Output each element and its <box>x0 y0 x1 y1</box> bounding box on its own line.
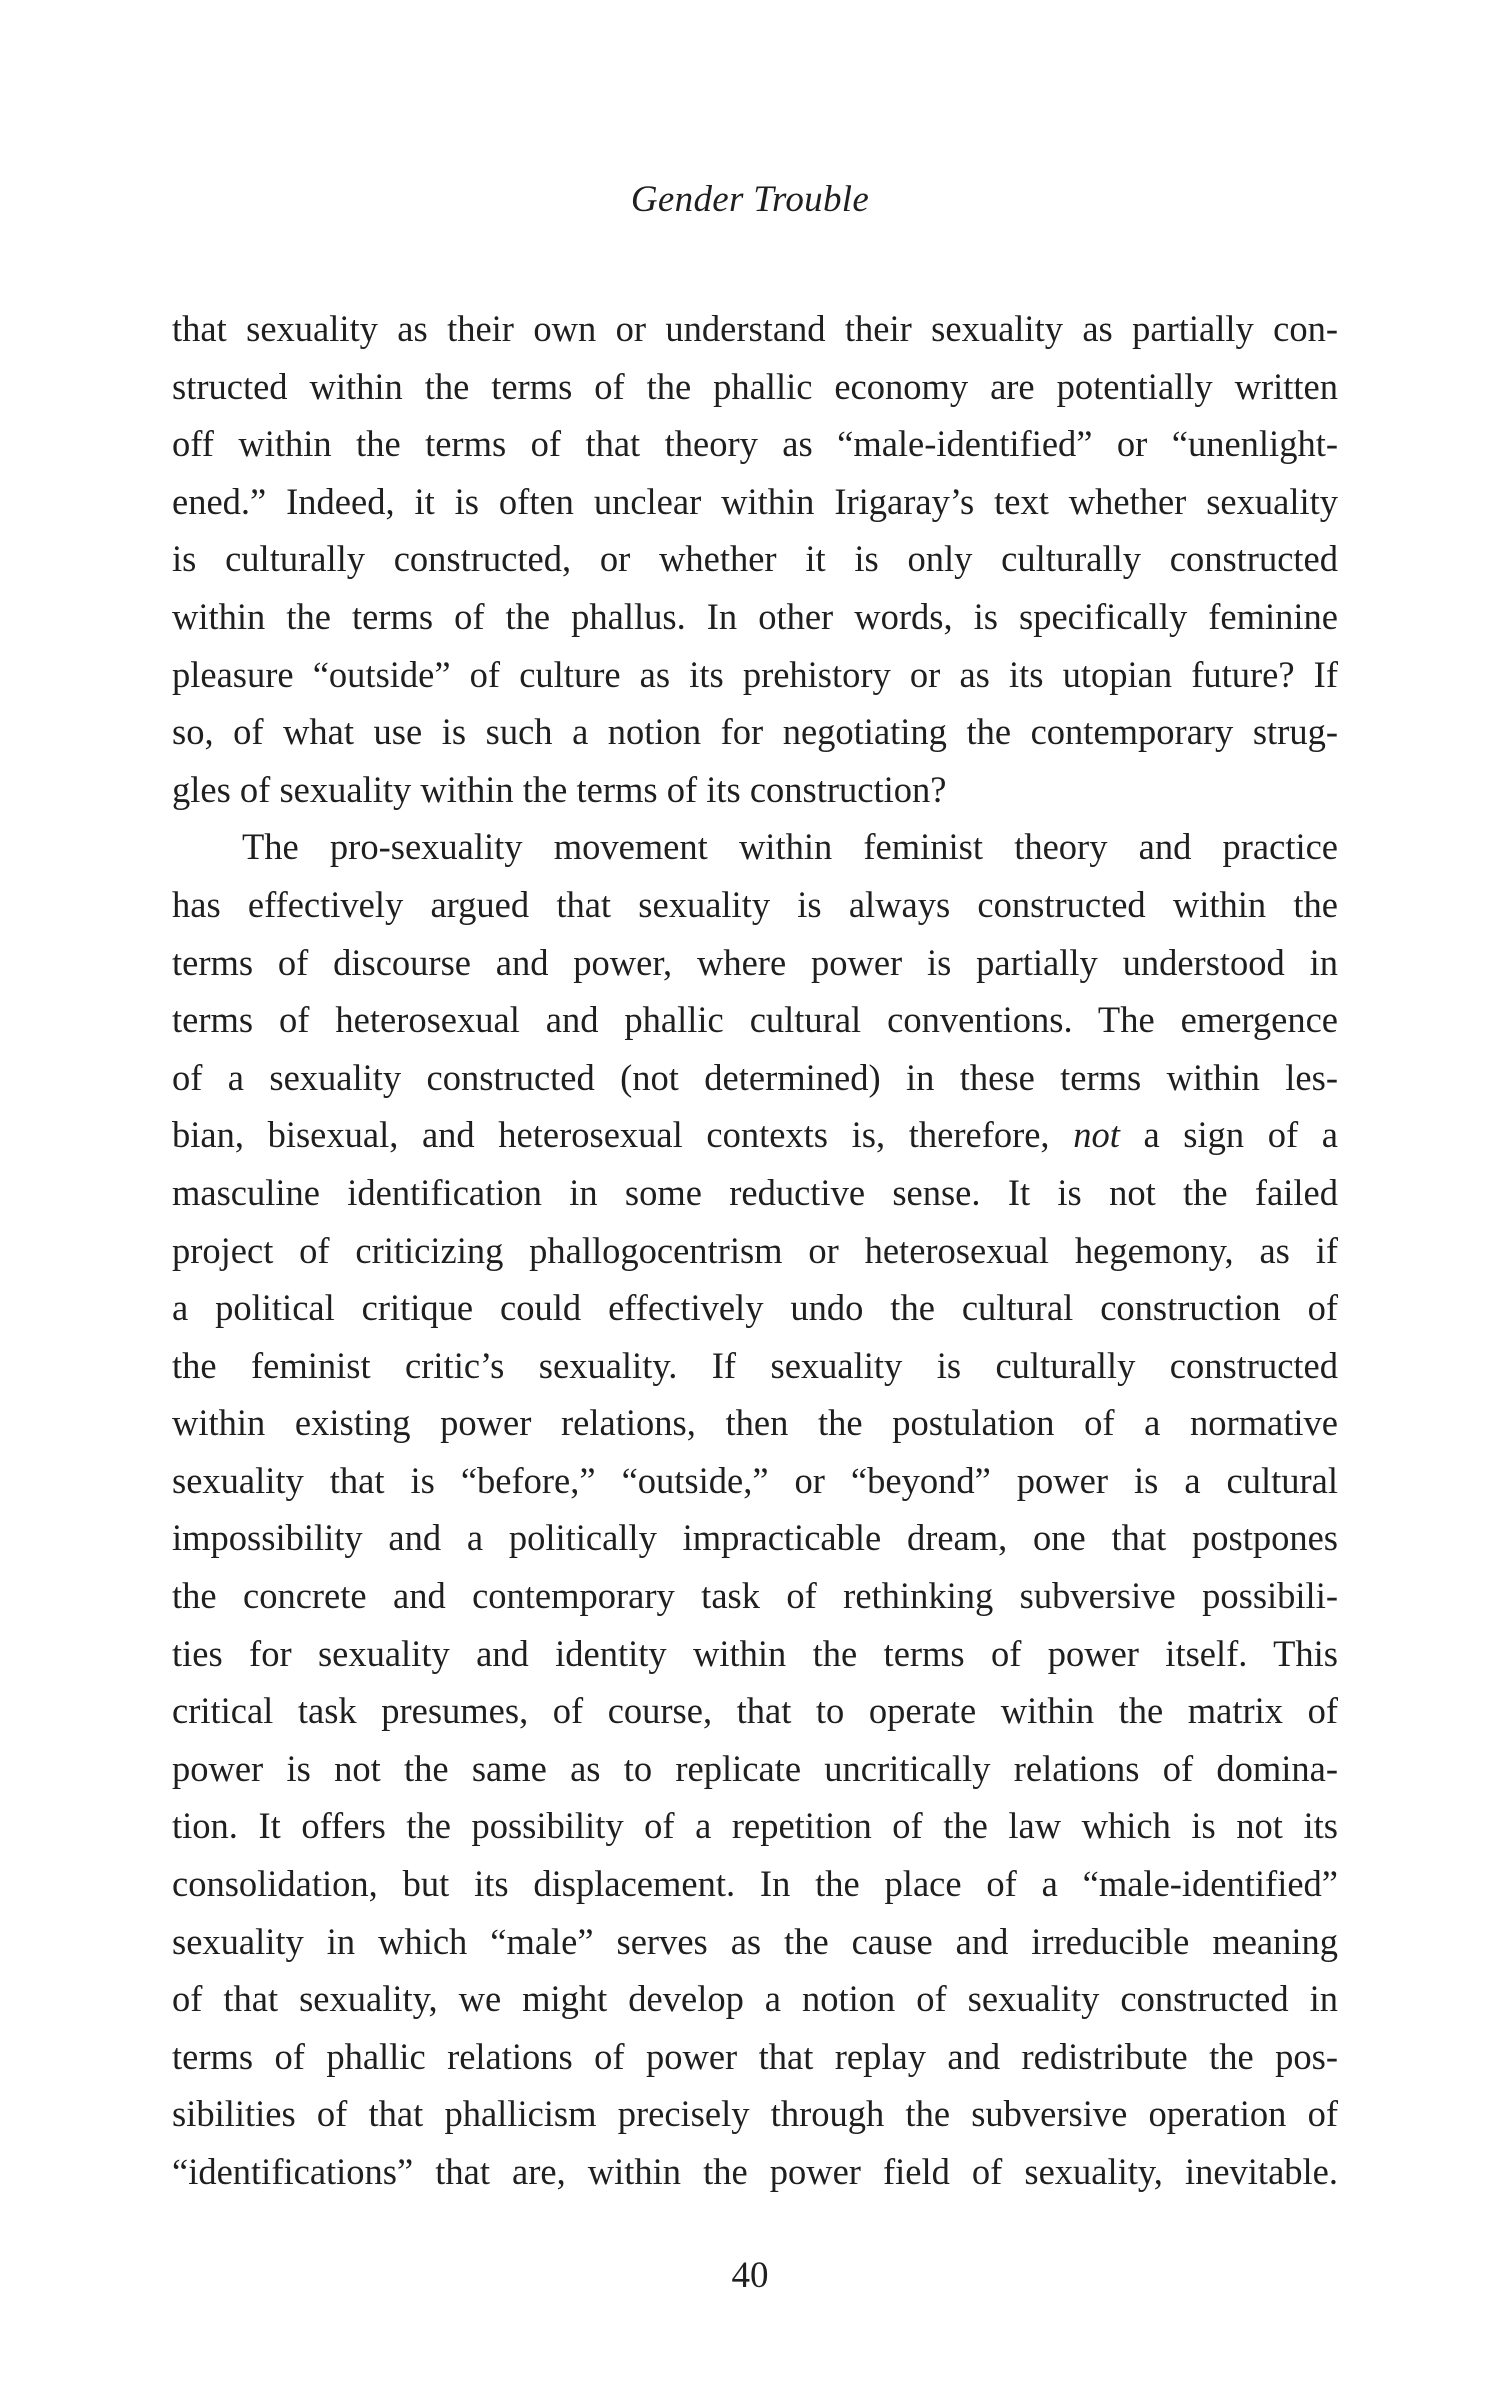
text-line: that sexuality as their own or understand their sexuality as partially con- <box>172 308 1338 349</box>
text-line: sibilities of that phallicism precisely through the subversive operation of <box>172 2093 1338 2135</box>
text-line: sexuality in which “male” serves as the cause and irreducible meaning <box>172 1920 1338 1962</box>
text-line: the feminist critic’s sexuality. If sexuality is culturally constructed <box>172 1344 1338 1386</box>
text-line: power is not the same as to replicate uncritically relations of domina- <box>172 1747 1338 1789</box>
text-line: so, of what use is such a notion for negotiating the contemporary strug- <box>172 711 1338 753</box>
text-segment: bian, bisexual, and heterosexual contexts is, therefore, <box>172 1114 1050 1156</box>
text-line: critical task presumes, of course, that to operate within the matrix of <box>172 1690 1338 1732</box>
text-line: tion. It offers the possibility of a repetition of the law which is not its <box>172 1805 1338 1847</box>
text-line: ened.” Indeed, it is often unclear within Irigaray’s text whether sexuality <box>172 480 1338 522</box>
text-line: has effectively argued that sexuality is always constructed within the <box>172 883 1338 925</box>
text-line: The pro-sexuality movement within feminist theory and practice <box>242 826 1338 868</box>
text-line: structed within the terms of the phallic economy are potentially written <box>172 365 1338 407</box>
text-line: terms of phallic relations of power that replay and redistribute the pos- <box>172 2035 1338 2077</box>
text-line <box>172 1106 1338 1164</box>
text-line: of that sexuality, we might develop a notion of sexuality constructed in <box>172 1978 1338 2020</box>
text-line: sexuality that is “before,” “outside,” or “beyond” power is a cultural <box>172 1459 1338 1501</box>
text-line: ties for sexuality and identity within the terms of power itself. This <box>172 1632 1338 1674</box>
text-line: within existing power relations, then the postulation of a normative <box>172 1402 1338 1444</box>
text-segment: a sign of a <box>1143 1114 1338 1156</box>
page-number: 40 <box>731 2255 769 2296</box>
text-line: the concrete and contemporary task of rethinking subversive possibili- <box>172 1575 1338 1617</box>
paragraph <box>172 818 1338 2200</box>
text-line: within the terms of the phallus. In other words, is specifically feminine <box>172 595 1338 637</box>
paragraph <box>172 300 1338 818</box>
text-line: off within the terms of that theory as “male-identified” or “unenlight- <box>172 423 1338 465</box>
text-line: terms of discourse and power, where power is partially understood in <box>172 941 1338 983</box>
text-line: is culturally constructed, or whether it is only culturally constructed <box>172 538 1338 580</box>
text-line: pleasure “outside” of culture as its prehistory or as its utopian future? If <box>172 653 1338 695</box>
text-line: consolidation, but its displacement. In the place of a “male-identified” <box>172 1863 1338 1905</box>
text-line: terms of heterosexual and phallic cultural conventions. The emergence <box>172 999 1338 1041</box>
text-line: masculine identification in some reductive sense. It is not the failed <box>172 1171 1338 1213</box>
text-line: of a sexuality constructed (not determined) in these terms within les- <box>172 1056 1338 1098</box>
text-line: a political critique could effectively undo the cultural construction of <box>172 1287 1338 1329</box>
running-head: Gender Trouble <box>630 179 870 220</box>
text-line: impossibility and a politically impracticable dream, one that postpones <box>172 1517 1338 1559</box>
body-text <box>172 300 1338 2201</box>
emphasized-word: not <box>1073 1114 1120 1156</box>
text-line: project of criticizing phallogocentrism or heterosexual hegemony, as if <box>172 1229 1338 1271</box>
text-line: “identifications” that are, within the power field of sexuality, inevitable. <box>172 2151 1338 2192</box>
text-line: gles of sexuality within the terms of its construction? <box>172 768 947 810</box>
